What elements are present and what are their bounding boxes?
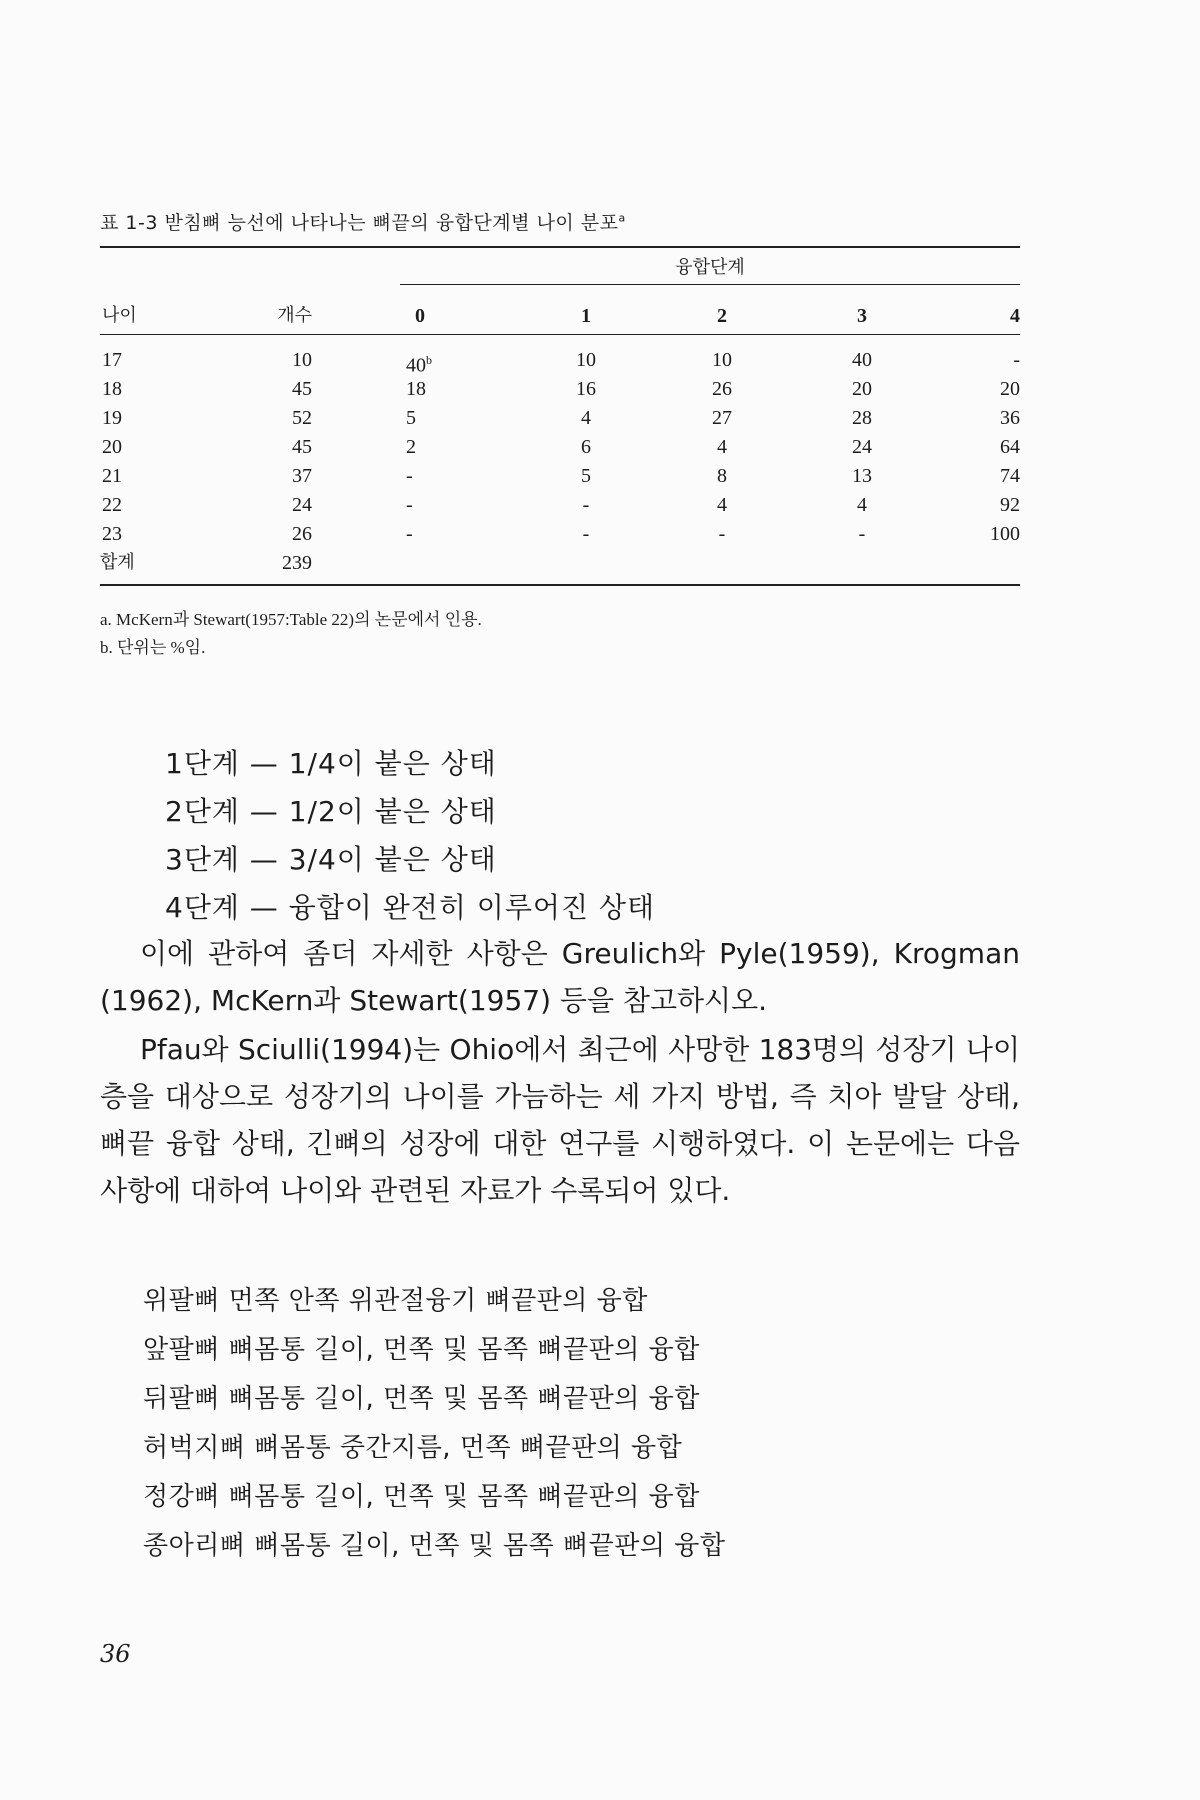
header-bottom-rule [100, 334, 1020, 335]
row-20-stage-4: 64 [1000, 436, 1020, 458]
row-21-stage-0: - [406, 465, 413, 487]
row-19-stage-4: 36 [1000, 407, 1020, 429]
row-19-stage-1: 4 [581, 407, 591, 429]
row-17-stage-4: - [1013, 349, 1020, 371]
bone-item-fibula: 종아리뼈 뼈몸통 길이, 먼쪽 및 몸쪽 뼈끝판의 융합 [143, 1531, 726, 1561]
row-19-count: 52 [292, 407, 312, 429]
table-bottom-rule [100, 584, 1020, 586]
table-note-b: b. 단위는 %임. [100, 638, 206, 657]
table-caption [100, 208, 626, 235]
row-22-stage-2: 4 [717, 494, 727, 516]
row-23-stage-3: - [858, 523, 866, 545]
col-header-age: 나이 [102, 305, 137, 326]
table-caption-text: 표 1-3 받침뼈 능선에 나타나는 뼈끝의 융합단계별 나이 분포 [100, 212, 619, 234]
table-top-rule [100, 246, 1020, 248]
row-22-stage-3: 4 [857, 494, 867, 516]
row-20-stage-3: 24 [852, 436, 872, 458]
col-header-stage-2: 2 [717, 305, 727, 327]
row-19-stage-0: 5 [406, 407, 416, 429]
row-21-stage-4: 74 [1000, 465, 1020, 487]
row-18-count: 45 [292, 378, 312, 400]
row-19-stage-2: 27 [712, 407, 732, 429]
row-21-stage-3: 13 [852, 465, 872, 487]
stage-definition-1: 1단계 — 1/4이 붙은 상태 [165, 747, 497, 780]
col-header-stage-1: 1 [581, 305, 591, 327]
group-header-fusion-stage: 융합단계 [675, 257, 745, 278]
row-17-stage-0 [406, 348, 432, 378]
row-22-age: 22 [102, 494, 122, 516]
row-20-age: 20 [102, 436, 122, 458]
row-17-stage-0-footnote-marker: b [426, 353, 432, 367]
row-17-stage-3: 40 [852, 349, 872, 371]
row-21-age: 21 [102, 465, 122, 487]
col-header-stage-3: 3 [857, 305, 867, 327]
col-header-stage-0: 0 [415, 305, 425, 327]
row-23-age: 23 [102, 523, 122, 545]
row-23-stage-2: - [718, 523, 726, 545]
row-21-stage-1: 5 [581, 465, 591, 487]
row-18-age: 18 [102, 378, 122, 400]
row-17-stage-1: 10 [576, 349, 596, 371]
row-total-count: 239 [282, 552, 312, 574]
row-20-stage-0: 2 [406, 436, 416, 458]
row-23-stage-1: - [582, 523, 590, 545]
page-number: 36 [100, 1640, 131, 1668]
col-header-stage-4: 4 [1010, 305, 1020, 327]
stage-definition-4: 4단계 — 융합이 완전히 이루어진 상태 [165, 891, 655, 924]
row-23-count: 26 [292, 523, 312, 545]
paragraph-pfau-sciulli: Pfau와 Sciulli(1994)는 Ohio에서 최근에 사망한 183명의 성장기 나이층을 대상으로 성장기의 나이를 가늠하는 세 가지 방법, 즉 치아 발달 상태, 뼈끝 융합 상태, 긴뼈의 성장에 대한 연구를 시행하였다. 이 논문에는 다음 사항에 대하여 나이와 관련된 자료가 수록되어 있다. [100, 1033, 1020, 1207]
row-19-stage-3: 28 [852, 407, 872, 429]
table-caption-footnote-marker: a [618, 211, 626, 225]
row-21-count: 37 [292, 465, 312, 487]
bone-item-humerus: 위팔뼈 먼쪽 안쪽 위관절융기 뼈끝판의 융합 [143, 1286, 648, 1316]
paragraph-references: 이에 관하여 좀더 자세한 사항은 Greulich와 Pyle(1959), Krogman (1962), McKern과 Stewart(1957) 등을 참고하시오. [100, 937, 1020, 1017]
stage-definition-3: 3단계 — 3/4이 붙은 상태 [165, 843, 497, 876]
bone-item-radius: 앞팔뼈 뼈몸통 길이, 먼쪽 및 몸쪽 뼈끝판의 융합 [143, 1335, 700, 1365]
row-20-stage-2: 4 [717, 436, 727, 458]
table-note-a: a. McKern과 Stewart(1957:Table 22)의 논문에서 인용. [100, 610, 482, 629]
row-18-stage-3: 20 [852, 378, 872, 400]
bone-item-ulna: 뒤팔뼈 뼈몸통 길이, 먼쪽 및 몸쪽 뼈끝판의 융합 [143, 1384, 700, 1414]
row-17-stage-2: 10 [712, 349, 732, 371]
row-23-stage-0: - [406, 523, 413, 545]
row-21-stage-2: 8 [717, 465, 727, 487]
row-20-count: 45 [292, 436, 312, 458]
row-total-label: 합계 [100, 552, 135, 573]
row-18-stage-1: 16 [576, 378, 596, 400]
row-17-count: 10 [292, 349, 312, 371]
row-22-count: 24 [292, 494, 312, 516]
row-22-stage-4: 92 [1000, 494, 1020, 516]
row-23-stage-4: 100 [990, 523, 1020, 545]
row-18-stage-2: 26 [712, 378, 732, 400]
row-19-age: 19 [102, 407, 122, 429]
bone-item-tibia: 정강뼈 뼈몸통 길이, 먼쪽 및 몸쪽 뼈끝판의 융합 [143, 1482, 700, 1512]
col-header-count: 개수 [277, 305, 312, 326]
row-18-stage-4: 20 [1000, 378, 1020, 400]
row-17-stage-0-value: 40 [406, 354, 426, 377]
row-17-age: 17 [102, 349, 122, 371]
row-20-stage-1: 6 [581, 436, 591, 458]
row-22-stage-1: - [582, 494, 590, 516]
group-header-rule [400, 284, 1020, 285]
stage-definition-2: 2단계 — 1/2이 붙은 상태 [165, 795, 497, 828]
row-22-stage-0: - [406, 494, 413, 516]
row-18-stage-0: 18 [406, 378, 426, 400]
bone-item-femur: 허벅지뼈 뼈몸통 중간지름, 먼쪽 뼈끝판의 융합 [143, 1433, 683, 1463]
